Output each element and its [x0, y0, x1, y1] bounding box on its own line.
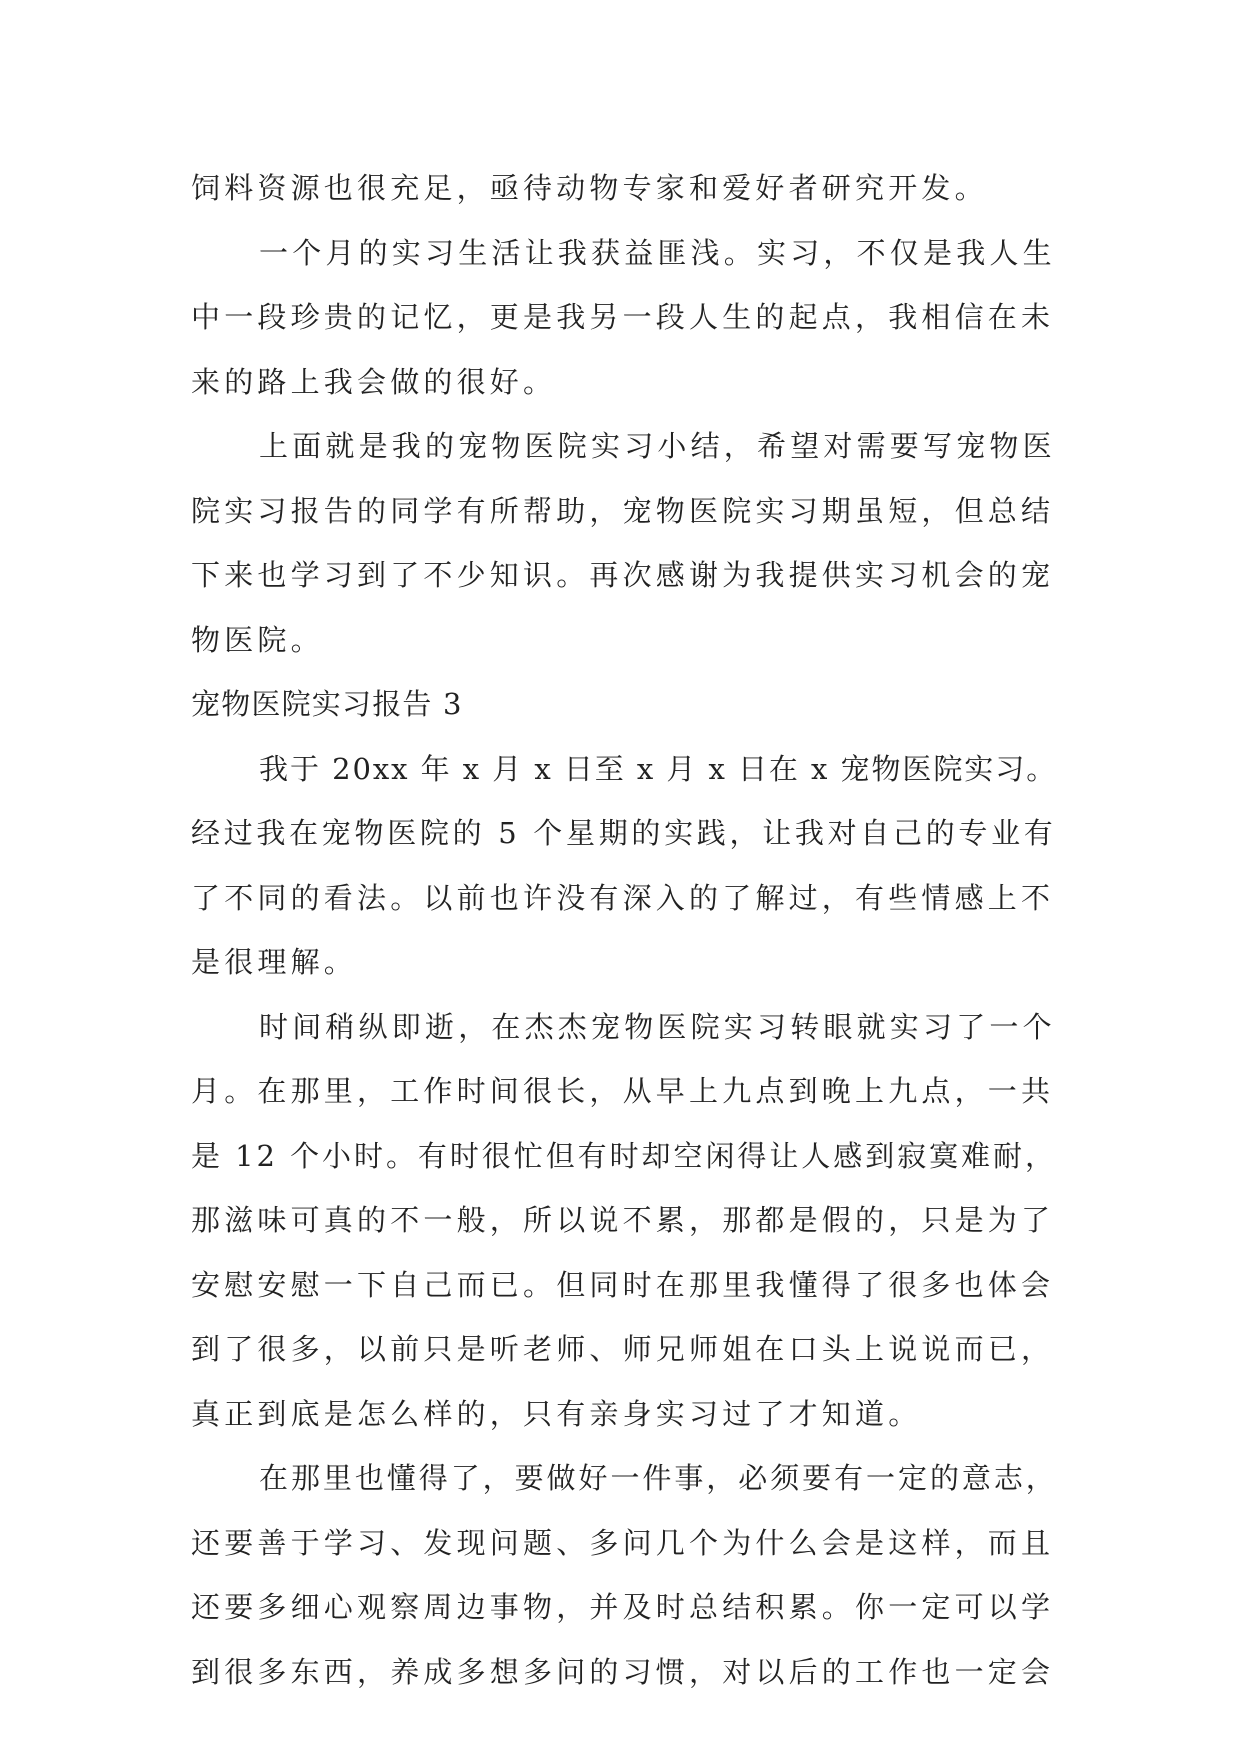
document-body	[191, 156, 1061, 1704]
text-line: 真正到底是怎么样的，只有亲身实习过了才知道。	[191, 1396, 922, 1431]
section-heading: 宠物医院实习报告 3	[191, 687, 463, 721]
text-line: 物医院。	[191, 622, 324, 657]
text-line: 下来也学习到了不少知识。再次感谢为我提供实习机会的宠	[191, 558, 1055, 592]
text-line: 安慰安慰一下自己而已。但同时在那里我懂得了很多也体会	[191, 1267, 1055, 1302]
text-line: 还要善于学习、发现问题、多问几个为什么会是这样，而且	[191, 1525, 1055, 1560]
text-line: 经过我在宠物医院的 5 个星期的实践，让我对自己的专业有	[191, 816, 1057, 850]
text-line: 是 12 个小时。有时很忙但有时却空闲得让人感到寂寞难耐，	[191, 1138, 1057, 1173]
text-line: 那滋味可真的不一般，所以说不累，那都是假的，只是为了	[191, 1203, 1055, 1237]
text-line: 一个月的实习生活让我获益匪浅。实习，不仅是我人生	[259, 235, 1056, 270]
text-line: 在那里也懂得了，要做好一件事，必须要有一定的意志，	[259, 1461, 1058, 1495]
text-line: 到很多东西，养成多想多问的习惯，对以后的工作也一定会	[191, 1654, 1055, 1689]
text-line: 了不同的看法。以前也许没有深入的了解过，有些情感上不	[191, 880, 1055, 915]
text-line: 来的路上我会做的很好。	[191, 364, 557, 399]
text-line: 时间稍纵即逝，在杰杰宠物医院实习转眼就实习了一个	[259, 1009, 1056, 1044]
text-line: 我于 20xx 年 x 月 x 日至 x 月 x 日在 x 宠物医院实习。	[259, 751, 1058, 786]
text-line: 到了很多，以前只是听老师、师兄师姐在口头上说说而已，	[191, 1332, 1055, 1366]
text-line: 是很理解。	[191, 945, 358, 979]
text-line: 还要多细心观察周边事物，并及时总结积累。你一定可以学	[191, 1590, 1055, 1624]
text-line: 饲料资源也很充足，亟待动物专家和爱好者研究开发。	[191, 171, 988, 205]
text-line: 上面就是我的宠物医院实习小结，希望对需要写宠物医	[259, 429, 1056, 463]
text-line: 中一段珍贵的记忆，更是我另一段人生的起点，我相信在未	[191, 300, 1055, 334]
text-line: 院实习报告的同学有所帮助，宠物医院实习期虽短，但总结	[191, 493, 1055, 528]
text-line: 月。在那里，工作时间很长，从早上九点到晚上九点，一共	[191, 1074, 1055, 1108]
